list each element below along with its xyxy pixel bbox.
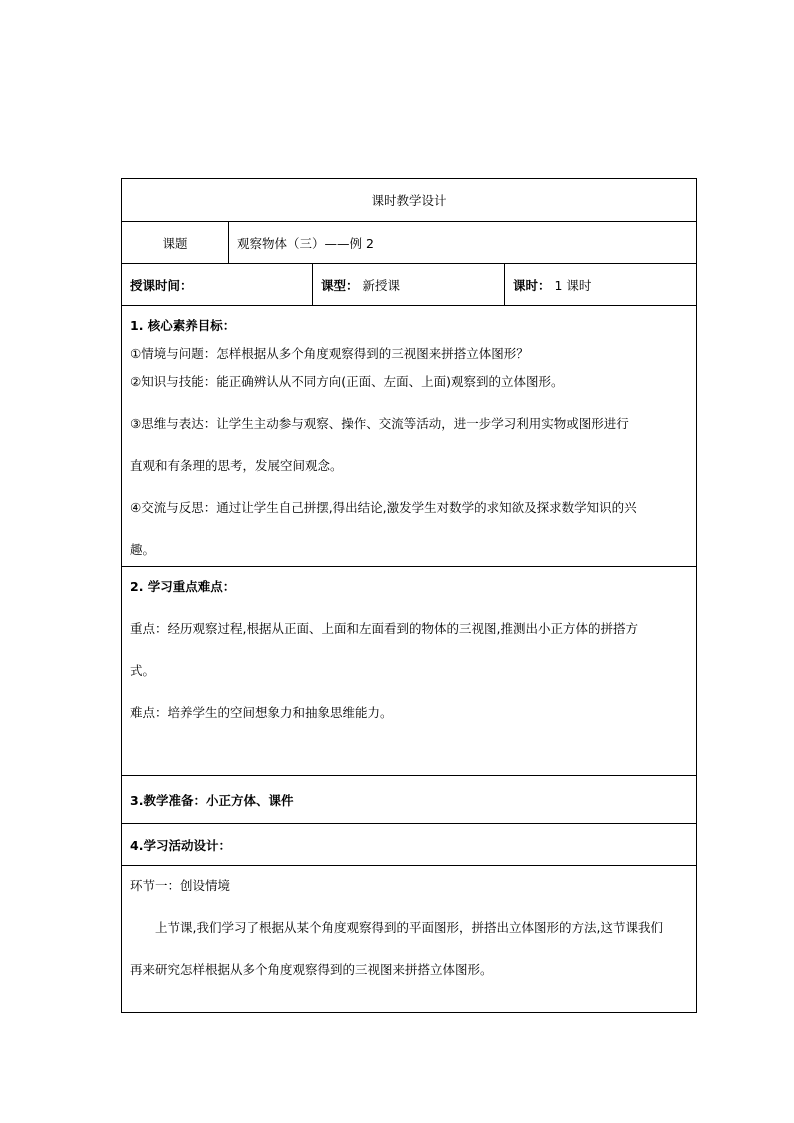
goal-item: ①情境与问题：怎样根据从多个角度观察得到的三视图来拼搭立体图形？ <box>130 346 529 361</box>
goal-item: ③思维与表达：让学生主动参与观察、操作、交流等活动，进一步学习利用实物或图形进行 <box>130 416 629 431</box>
activity-heading-row <box>122 824 697 866</box>
activity-paragraph-line: 上节课,我们学习了根据从某个角度观察得到的平面图形，拼搭出立体图形的方法,这节课我们 <box>155 920 663 935</box>
goal-item: 直观和有条理的思考，发展空间观念。 <box>130 458 343 473</box>
activity-cell <box>122 866 697 1013</box>
page-title: 课时教学设计 <box>122 179 697 222</box>
lesson-plan-table <box>121 178 697 1013</box>
key-point-line: 重点：经历观察过程,根据从正面、上面和左面看到的物体的三视图,推测出小正方体的拼搭方 <box>130 621 638 636</box>
difficult-point: 难点：培养学生的空间想象力和抽象思维能力。 <box>130 705 393 720</box>
keypoints-heading: 2. 学习重点难点： <box>130 579 236 594</box>
lesson-type-cell <box>313 264 505 306</box>
type-label: 课型： <box>321 277 359 293</box>
goals-cell <box>122 306 697 567</box>
goals-row <box>122 306 697 567</box>
topic-row <box>122 222 697 264</box>
meta-row <box>122 264 697 306</box>
goals-heading: 1. 核心素养目标： <box>130 318 236 333</box>
time-label: 授课时间： <box>122 264 313 306</box>
keypoints-row <box>122 567 697 776</box>
activity-heading: 4.学习活动设计： <box>122 824 697 866</box>
keypoints-cell <box>122 567 697 776</box>
topic-label: 课题 <box>122 222 229 264</box>
goal-item: ②知识与技能：能正确辨认从不同方向(正面、左面、上面)观察到的立体图形。 <box>130 374 564 389</box>
activity-row <box>122 866 697 1013</box>
lesson-plan-sheet <box>121 178 696 1013</box>
key-point-line: 式。 <box>130 663 156 678</box>
prep-text: 3.教学准备：小正方体、课件 <box>122 776 697 824</box>
hours-value: 1 课时 <box>554 277 592 293</box>
type-value: 新授课 <box>362 277 401 293</box>
title-row <box>122 179 697 222</box>
activity-paragraph-line: 再来研究怎样根据从多个角度观察得到的三视图来拼搭立体图形。 <box>130 962 493 977</box>
hours-cell <box>505 264 697 306</box>
prep-row <box>122 776 697 824</box>
goal-item: 趣。 <box>130 542 156 557</box>
goal-item: ④交流与反思：通过让学生自己拼摆,得出结论,激发学生对数学的求知欲及探求数学知识的兴 <box>130 500 637 515</box>
hours-label: 课时： <box>513 277 551 293</box>
topic-value: 观察物体（三）——例 2 <box>229 222 697 264</box>
activity-section-title: 环节一：创设情境 <box>130 878 231 893</box>
